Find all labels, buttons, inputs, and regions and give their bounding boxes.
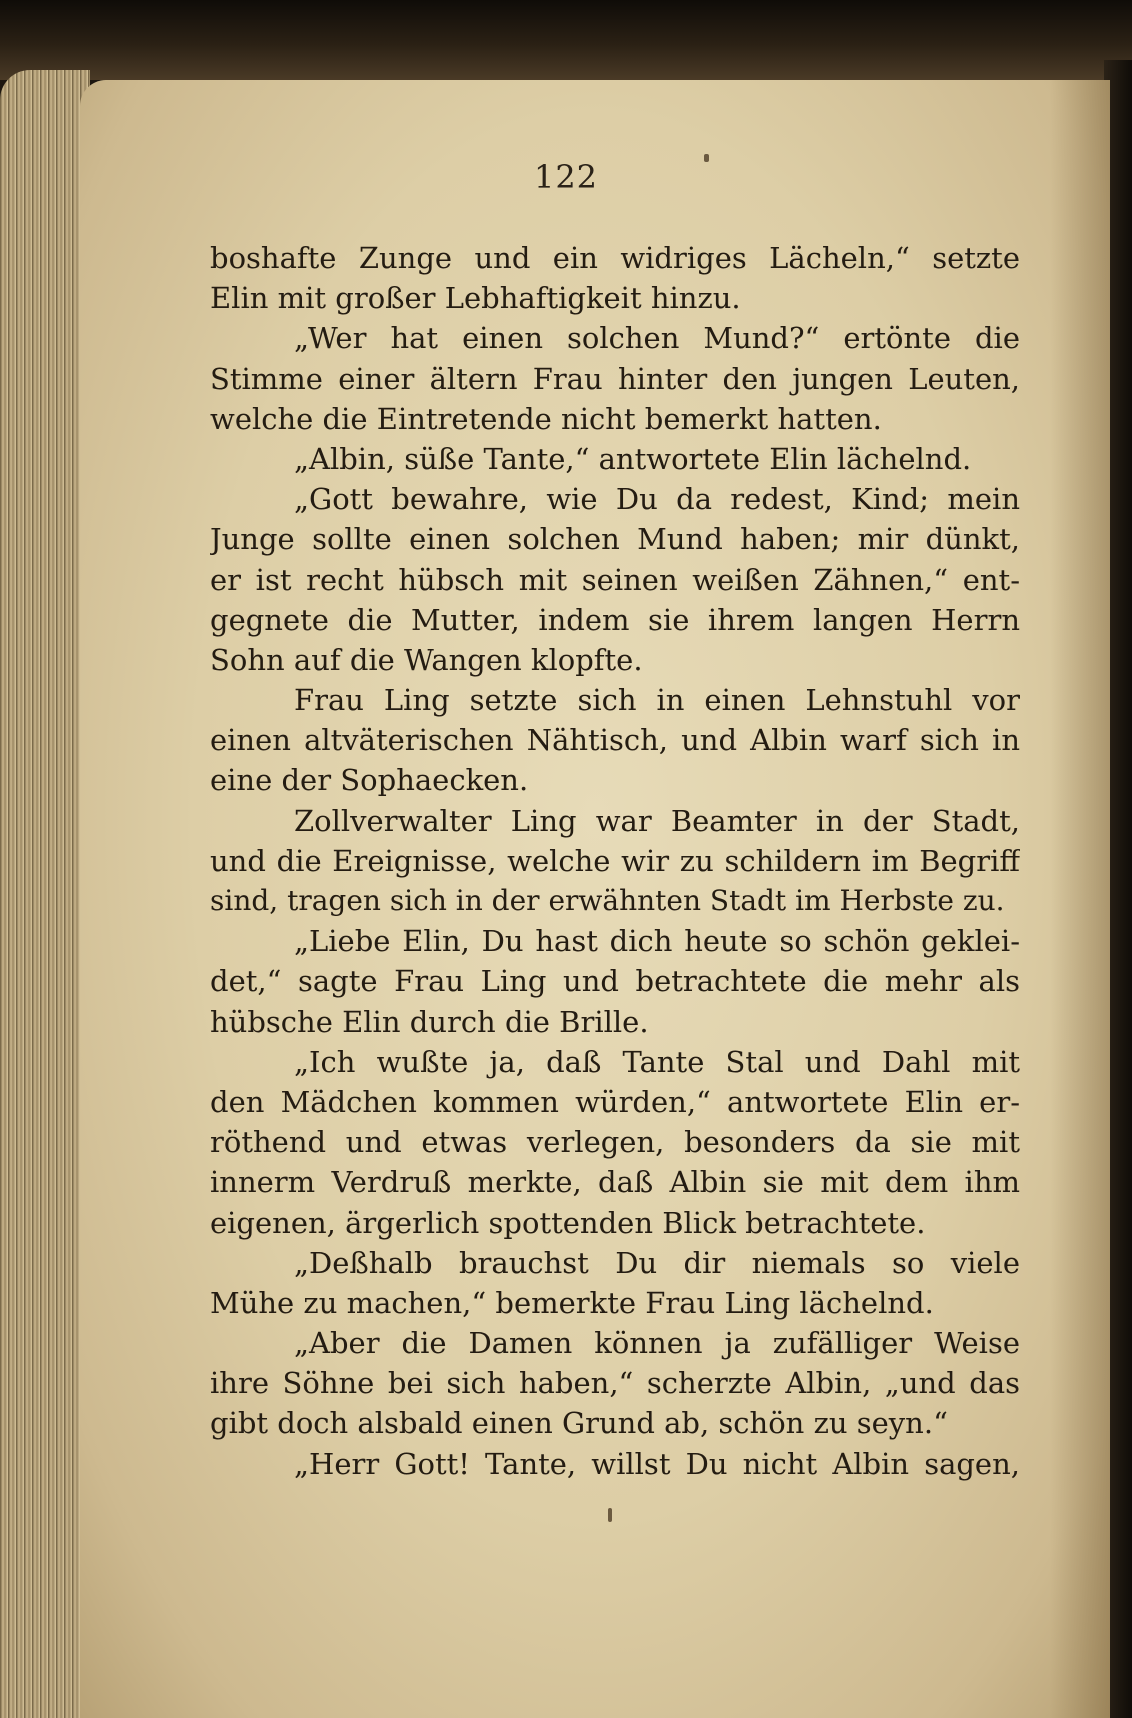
text-line: „Herr Gott! Tante, willst Du nicht Albin sagen, bbox=[294, 1446, 1020, 1481]
text-line: „Ich wußte ja, daß Tante Stal und Dahl mit bbox=[294, 1044, 1020, 1079]
page-edges bbox=[0, 70, 90, 1718]
page-shadow bbox=[1050, 80, 1110, 1718]
text-line: Sohn auf die Wangen klopfte. bbox=[210, 642, 643, 677]
text-line: „Wer hat einen solchen Mund?“ ertönte die bbox=[294, 321, 1020, 356]
text-line: „Gott bewahre, wie Du da redest, Kind; mein bbox=[294, 482, 1020, 517]
text-line: Frau Ling setzte sich in einen Lehnstuhl vor bbox=[294, 683, 1020, 718]
ink-speck bbox=[608, 1508, 612, 1522]
text-line: Mühe zu machen,“ bemerkte Frau Ling lächelnd. bbox=[210, 1285, 934, 1320]
text-line: Junge sollte einen solchen Mund haben; mir dünkt, bbox=[210, 522, 1020, 557]
text-line: eine der Sophaecken. bbox=[210, 763, 529, 798]
text-line: er ist recht hübsch mit seinen weißen Zähnen,“ ent- bbox=[210, 562, 1020, 597]
text-line: und die Ereignisse, welche wir zu schildern im Begriff bbox=[210, 843, 1020, 878]
text-line: „Deßhalb brauchst Du dir niemals so viele bbox=[294, 1245, 1020, 1280]
text-line: welche die Eintretende nicht bemerkt hatten. bbox=[210, 401, 882, 436]
page-text bbox=[210, 238, 1020, 1484]
text-line: gegnete die Mutter, indem sie ihrem langen Herrn bbox=[210, 602, 1020, 637]
page-number: 122 bbox=[533, 158, 599, 196]
text-line: Stimme einer ältern Frau hinter den jungen Leuten, bbox=[210, 361, 1020, 396]
book-cover-top bbox=[0, 0, 1132, 80]
text-line: einen altväterischen Nähtisch, und Albin warf sich in bbox=[210, 723, 1020, 758]
text-line: eigenen, ärgerlich spottenden Blick betrachtete. bbox=[210, 1205, 926, 1240]
text-line: Zollverwalter Ling war Beamter in der Stadt, bbox=[294, 803, 1020, 838]
text-line: det,“ sagte Frau Ling und betrachtete die mehr als bbox=[210, 964, 1020, 999]
text-line: „Albin, süße Tante,“ antwortete Elin lächelnd. bbox=[294, 441, 972, 476]
text-line: hübsche Elin durch die Brille. bbox=[210, 1004, 649, 1039]
text-line: innerm Verdruß merkte, daß Albin sie mit dem ihm bbox=[210, 1165, 1020, 1200]
text-line: boshafte Zunge und ein widriges Lächeln,“ setzte bbox=[210, 241, 1020, 275]
text-line: röthend und etwas verlegen, besonders da sie mit bbox=[210, 1125, 1020, 1160]
text-line: sind, tragen sich in der erwähnten Stadt im Herbste zu. bbox=[210, 884, 1005, 917]
text-line: „Aber die Damen können ja zufälliger Weise bbox=[294, 1326, 1020, 1361]
text-line: gibt doch alsbald einen Grund ab, schön zu seyn.“ bbox=[210, 1406, 948, 1441]
text-line: den Mädchen kommen würden,“ antwortete Elin er- bbox=[210, 1084, 1020, 1119]
text-line: „Liebe Elin, Du hast dich heute so schön geklei- bbox=[294, 924, 1020, 959]
text-line: ihre Söhne bei sich haben,“ scherzte Albin, „und das bbox=[210, 1366, 1020, 1401]
text-line: Elin mit großer Lebhaftigkeit hinzu. bbox=[210, 281, 741, 316]
